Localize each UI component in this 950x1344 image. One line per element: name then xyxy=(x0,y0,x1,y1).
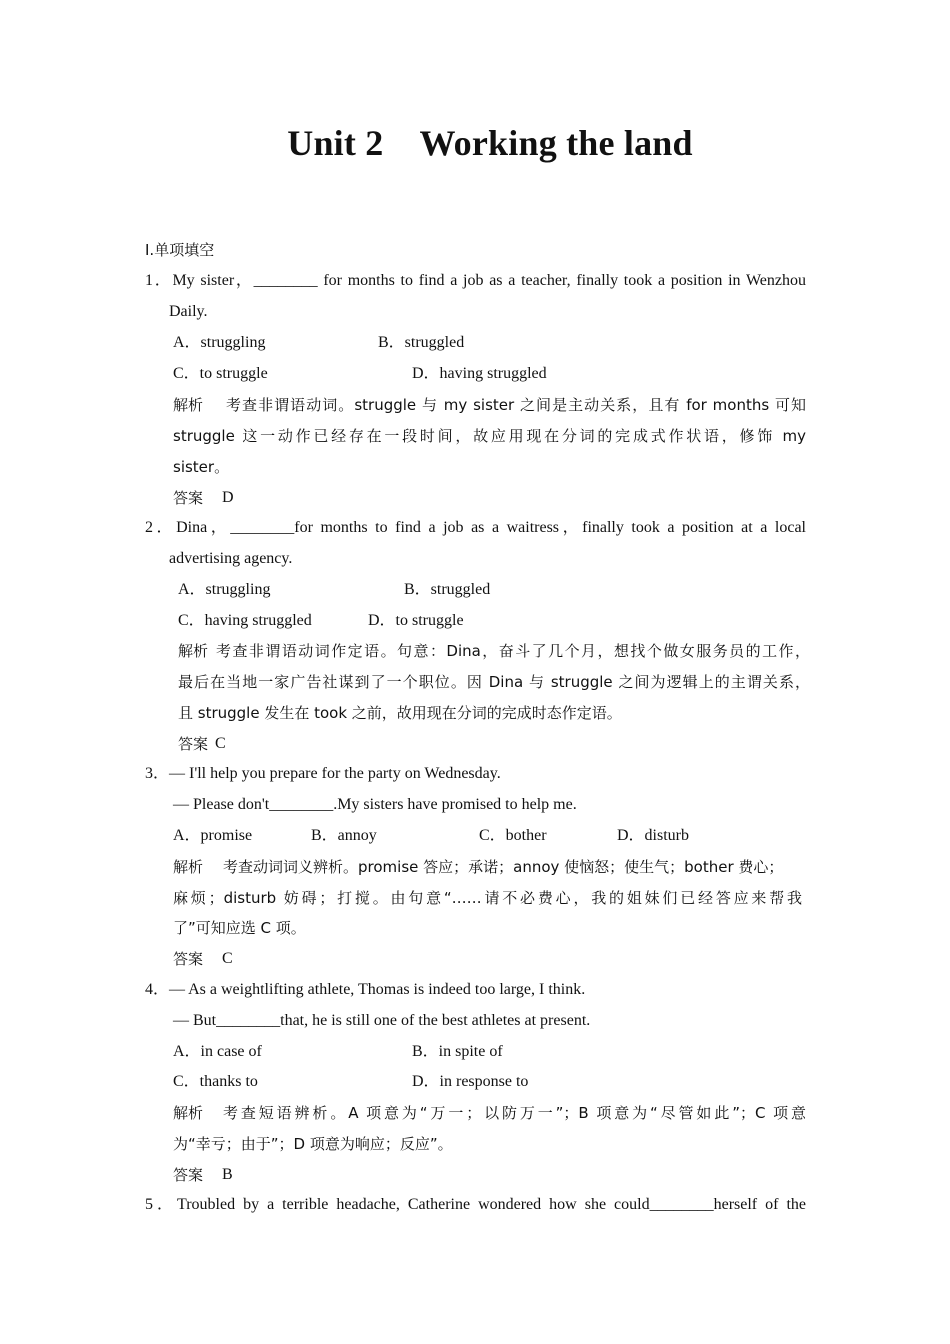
question-4-stem-cont: — But________that, he is still one of the best athletes at present. xyxy=(173,1012,591,1029)
question-3-stem-cont: — Please don't________.My sisters have promised to help me. xyxy=(173,796,577,813)
question-1-stem: 1．My sister，________ for months to find a job as a teacher, finally took a position in Wenzhou xyxy=(145,272,806,289)
question-4-analysis-line-1: 考查短语辨析。A 项意为“万一；以防万一”；B 项意为“尽管如此”；C 项意 xyxy=(223,1104,806,1122)
question-3-option-b: B．annoy xyxy=(311,827,377,844)
question-3-analysis-label: 解析 xyxy=(173,858,204,876)
question-2-option-d: D．to struggle xyxy=(368,612,464,629)
question-1-option-b: B．struggled xyxy=(378,334,465,351)
question-3-stem: 3．— I'll help you prepare for the party on Wednesday. xyxy=(145,765,501,782)
question-4-option-c: C．thanks to xyxy=(173,1073,258,1090)
question-3-answer-label: 答案 xyxy=(173,950,204,968)
question-4-analysis-line-2: 为“幸亏；由于”；D 项意为响应；反应”。 xyxy=(173,1135,453,1153)
question-3-option-d: D．disturb xyxy=(617,827,690,844)
question-2-answer: C xyxy=(215,735,226,752)
question-2-stem-cont: advertising agency. xyxy=(169,550,293,567)
question-1-option-c: C．to struggle xyxy=(173,365,268,382)
question-3-answer: C xyxy=(222,950,233,967)
question-2-analysis-line-1: 考查非谓语动词作定语。句意：Dina，奋斗了几个月，想找个做女服务员的工作， xyxy=(216,642,810,660)
question-1-analysis-line-1: 考查非谓语动词。struggle 与 my sister 之间是主动关系，且有 for months 可知 xyxy=(226,396,806,414)
unit-topic: Working the land xyxy=(419,123,693,163)
question-2-analysis-label: 解析 xyxy=(178,642,209,660)
question-4-option-b: B．in spite of xyxy=(412,1043,503,1060)
question-5-stem: 5．Troubled by a terrible headache, Catherine wondered how she could________herself of the xyxy=(145,1196,806,1213)
question-4-option-a: A．in case of xyxy=(173,1043,262,1060)
section-heading: Ⅰ.单项填空 xyxy=(145,241,215,259)
question-1-option-a: A．struggling xyxy=(173,334,266,351)
question-2-answer-label: 答案 xyxy=(178,735,209,753)
question-2-analysis-line-3: 且 struggle 发生在 took 之前，故用现在分词的完成时态作定语。 xyxy=(178,704,622,722)
question-2-stem: 2．Dina，________for months to find a job as a waitress，finally took a position at a local xyxy=(145,519,806,536)
question-4-analysis-label: 解析 xyxy=(173,1104,204,1122)
question-4-option-d: D．in response to xyxy=(412,1073,529,1090)
question-1-stem-cont: Daily. xyxy=(169,303,208,320)
question-1-answer: D xyxy=(222,489,234,506)
question-2-analysis-line-2: 最后在当地一家广告社谋到了一个职位。因 Dina 与 struggle 之间为逻辑上的主谓关系， xyxy=(178,673,810,691)
question-3-analysis-line-3: 了”可知应选 C 项。 xyxy=(173,919,306,937)
question-4-answer-label: 答案 xyxy=(173,1166,204,1184)
question-3-analysis-line-2: 麻烦；disturb 妨碍；打搅。由句意“……请不必费心，我的姐妹们已经答应来帮我 xyxy=(173,889,802,907)
question-1-answer-label: 答案 xyxy=(173,489,204,507)
question-1-option-d: D．having struggled xyxy=(412,365,547,382)
question-2-option-c: C．having struggled xyxy=(178,612,312,629)
question-3-option-a: A．promise xyxy=(173,827,253,844)
question-1-analysis-line-2: struggle 这一动作已经存在一段时间，故应用现在分词的完成式作状语，修饰 my xyxy=(173,427,806,445)
unit-number: Unit 2 xyxy=(287,123,384,163)
question-2-option-b: B．struggled xyxy=(404,581,491,598)
question-4-stem: 4．— As a weightlifting athlete, Thomas is indeed too large, I think. xyxy=(145,981,586,998)
page-title xyxy=(0,122,950,164)
question-3-analysis-line-1: 考查动词词义辨析。promise 答应；承诺；annoy 使恼怒；使生气；bother 费心； xyxy=(223,858,784,876)
question-3-option-c: C．bother xyxy=(479,827,547,844)
question-1-analysis-line-3: sister。 xyxy=(173,458,230,476)
question-4-answer: B xyxy=(222,1166,233,1183)
question-2-option-a: A．struggling xyxy=(178,581,271,598)
question-1-analysis-label: 解析 xyxy=(173,396,204,414)
